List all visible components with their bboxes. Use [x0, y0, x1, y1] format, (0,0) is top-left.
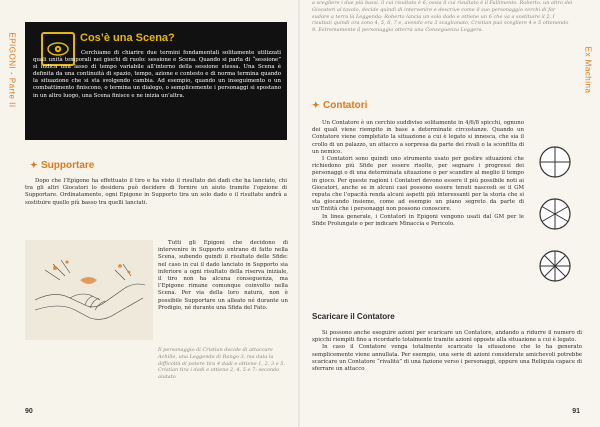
page-number-right: 91: [572, 408, 580, 415]
counter-6-icon: [538, 197, 572, 231]
counter-4-icon: [538, 145, 572, 179]
section-title-contatori: ✦ Contatori: [312, 100, 368, 111]
section-bullet-icon: ✦: [312, 100, 320, 110]
page-number-left: 90: [25, 408, 33, 415]
section-title-supportare: ✦ Supportare: [30, 160, 95, 171]
handshake-illustration: [25, 240, 153, 340]
supportare-paragraph-1: Dopo che l’Epigone ha effettuato il tiro e ha visto il risultato dei dadi che ha lanciato, chi tra gli altri Giocatori lo desidera può decidere di fornire un aiuto tramite l’opzione di Supportare. Ordinatamente, ogni Epigone in Supporto tira un solo dado e il risultato andrà a sostituire quello più basso tra quelli lanciati.: [25, 178, 287, 206]
continued-example: a scegliere i due più bassi, il cui risultato è 6, ossia il cui risultato è il Fallimento. Roberto, un altro dei Giocatori al tavolo, decide quindi di intervenire e descrive come il suo personaggio cerchi di far sudare a terra la Leggenda: Roberto lancia un solo dado e ottiene un 6 che va a sostituire il 2. I risultati quindi ora sono 4, 5, 6, 7 e, avendo ora 3 scaglionato, Cristian può scegliere 4 e 5 ottenendo 9. Estremamente il personaggio otterrà una Conseguenza Leggera.: [312, 0, 573, 34]
supportare-paragraph-2: Tutti gli Epigoni che decidono di intervenire in Supporto entrano di fatto nella Scena, subendo quindi il risultato delle Sfide: nel caso in cui il dado lanciato in Supporto sia inferiore a ogni risultato della riserva iniziale, il tiro non ha alcuna conseguenza, ma l’Epigone rimane comunque coinvolto nella Scena. Per via della loro natura, non è possibile Supportare un alleato né durante un Prodigio, né durante una Sfida del Fato.: [158, 240, 288, 311]
scene-info-box: [25, 22, 287, 140]
section-bullet-icon: ✦: [30, 160, 38, 170]
left-side-tab: EPIGONI - Parte II: [7, 32, 17, 108]
right-side-tab: Ex Machina: [583, 46, 593, 94]
box-title: Cos’è una Scena?: [80, 32, 175, 44]
box-text: Cerchiamo di chiarire due termini fondamentali solitamente utilizzati quali unità temporali nei giochi di ruolo: sessione e Scena. Quando si parla di “sessione” si indica una lasso di tempo variabile all’interno della sessione stessa. Una Scena è definita da una continuità di spazio, tempo, azione e contesto e di norma termina quando la situazione che si sta svolgendo cambia. Ad esempio, quando un inseguimento o un combattimento finiscono, o termina un dialogo, o semplicemente i personaggi si spostano in un altro luogo, una Scena finisce e ne inizia un’altra.: [33, 50, 281, 99]
subheading-scaricare: Scaricare il Contatore: [312, 312, 395, 321]
right-page: [300, 0, 600, 427]
scaricare-paragraphs: Si possono anche eseguire azioni per scaricare un Contatore, andando a ridurre il numero di spicchi riempiti fino a ricordarlo totalmente tramite azioni opposte alla situazione a cui è legato. In caso il Contatore venga totalmente scaricato la situazione che lo ha generato semplicemente viene annullata. Per esempio, una serie di azioni considerate amichevoli potrebbe scaricare un Contatore “rivalità” di una fazione verso i personaggi, oppure una Reliquia capace di sferrare un attacco: [312, 330, 582, 373]
counter-8-icon: [538, 249, 572, 283]
counter-icons: [530, 145, 580, 301]
contatori-paragraphs: Un Contatore è un cerchio suddiviso solitamente in 4/6/8 spicchi, ognuno dei quali viene riempito in base a determinate circostanze. Quando un Contatore viene completato la situazione a cui è legato si innesca, che sia il crollo di un palazzo, un attacco a sorpresa da parte dei rivali o la sconfitta di un nemico. I Contatori sono quindi uno strumento usato per gestire situazioni che richiedono più Sfide per essere risolte, per segnare i progressi dei personaggi o di una determinata situazione o per scandire al meglio il tempo in gioco. Per queste ragioni i Contatori devono essere il più possibile noti ai Giocatori, anche se in alcuni casi possono essere tenuti nascosti se il GM reputa che l’opacità renda alcuni aspetti più interessanti per la storia che si sta giocando insieme, come ad esempio un piano segreto da parte di un’Entità che i personaggi non possono conoscere. In linea generale, i Contatori in Epigoni vengono usati dal GM per le Sfide Prolungate o per indicare Minaccia e Pericolo.: [312, 120, 524, 227]
example-caption: Il personaggio di Cristian decide di attaccare Achille, una Leggenda di Rango 3, ma data la difficoltà di potere tira 4 dadi e ottiene 1, 2, 3 e 5. Cristian tira i dadi e ottiene 2, 4, 5 e 7: secondo aiutato: [158, 347, 286, 381]
